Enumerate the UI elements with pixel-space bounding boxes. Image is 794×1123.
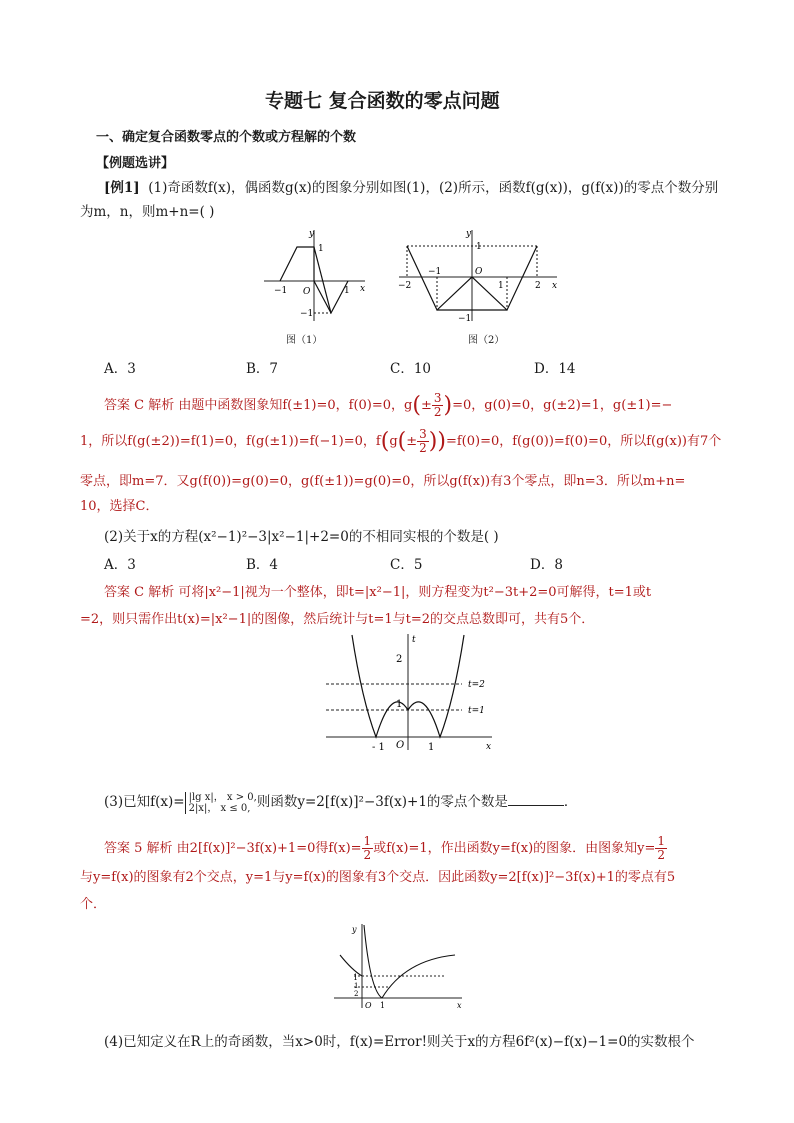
section-heading: 一、确定复合函数零点的个数或方程解的个数 bbox=[96, 130, 357, 145]
example3-question: (3)已知f(x)= |lg x|， x > 0, 2|x|， x ≤ 0, 则函数y=2[f(x)]²−3f(x)+1的零点个数是 ． bbox=[104, 791, 578, 814]
answer3-line2: 与y=f(x)的图象有2个交点，y=1与y=f(x)的图象有3个交点．因此函数y=2[f(x)]²−3f(x)+1的零点有5 bbox=[80, 870, 676, 885]
example-tag: [例1] bbox=[104, 180, 140, 196]
origin-label: O bbox=[365, 1001, 372, 1010]
figure1-graph bbox=[260, 226, 370, 326]
x-label: x bbox=[457, 1001, 462, 1010]
answer1-line3: 零点，即m=7．又g(f(0))=g(0)=0，g(f(±1))=g(0)=0，所以g(f(x))有3个零点，即n=3．所以m+n= bbox=[80, 474, 686, 489]
option-d: D．8 bbox=[530, 557, 563, 573]
tick-label: −1 bbox=[458, 314, 472, 324]
tick-label: 1 bbox=[396, 699, 403, 710]
option-b: B．4 bbox=[246, 557, 279, 573]
answer1-line2: 1，所以f(g(±2))=f(1)=0，f(g(±1))=f(−1)=0，f(g(± $\frac{3}{2}$ ))=f(0)=0，f(g(0))=f(0)=0，所以f(g(x))有7个 bbox=[80, 427, 722, 455]
answer1-line1: 答案 C 解析 由题中函数图象知f(±1)=0，f(0)=0，g(± $\frac{3}{2}$ )=0，g(0)=0，g(±2)=1，g(±1)=− bbox=[104, 391, 673, 419]
answer2-line2: =2，则只需作出t(x)=|x²−1|的图像，然后统计与t=1与t=2的交点总数即可，共有5个． bbox=[80, 612, 595, 627]
figure1-caption: 图（1） bbox=[286, 335, 323, 346]
answer2-line1: 答案 C 解析 可将|x²−1|视为一个整体，即t=|x²−1|，则方程变为t²−3t+2=0可解得，t=1或t bbox=[104, 585, 652, 600]
subheading: 【例题选讲】 bbox=[96, 156, 175, 171]
tick-label: −1 bbox=[428, 267, 442, 277]
x-label: x bbox=[552, 281, 558, 291]
y-label: y bbox=[352, 925, 357, 934]
tick-label: 1 bbox=[354, 982, 359, 990]
answer3-line1: 答案 5 解析 由2[f(x)]²−3f(x)+1=0得f(x)= $\frac{1}{2}$ 或f(x)=1，作出函数y=f(x)的图象．由图象知y= $\frac{1}{2}$ bbox=[104, 834, 666, 862]
x-label: x bbox=[486, 742, 492, 752]
page-title: 专题七 复合函数的零点问题 bbox=[265, 90, 500, 112]
line-label: t=2 bbox=[468, 680, 485, 690]
option-c: C．10 bbox=[390, 361, 432, 377]
option-b: B．7 bbox=[246, 361, 279, 377]
origin-label: O bbox=[396, 740, 405, 751]
origin-label: O bbox=[303, 287, 311, 297]
tick-label: −2 bbox=[398, 281, 412, 291]
tick-label: −1 bbox=[300, 309, 314, 319]
option-a: A．3 bbox=[104, 361, 136, 377]
example2-question: (2)关于x的方程(x²−1)²−3|x²−1|+2=0的不相同实根的个数是( ) bbox=[104, 529, 499, 545]
option-d: D．14 bbox=[534, 361, 576, 377]
answer3-line3: 个． bbox=[80, 897, 107, 912]
option-a: A．3 bbox=[104, 557, 136, 573]
f-curve-middle bbox=[314, 247, 331, 313]
figure2-caption: 图（2） bbox=[468, 335, 505, 346]
tick-label: 1 bbox=[476, 242, 482, 252]
f-left-branch bbox=[340, 955, 362, 976]
tick-label: 1 bbox=[353, 973, 359, 982]
example1-line2: 为m，n，则m+n=( ) bbox=[80, 204, 215, 220]
y-label: y bbox=[309, 229, 315, 239]
example1-line1 bbox=[104, 176, 718, 196]
example3-graph bbox=[330, 920, 465, 1010]
option-c: C．5 bbox=[390, 557, 423, 573]
line-label: t=1 bbox=[468, 706, 485, 716]
example1-text: (1)奇函数f(x)，偶函数g(x)的图象分别如图(1)，(2)所示，函数f(g(x))，g(f(x))的零点个数分别 bbox=[148, 180, 719, 196]
tick-label: 1 bbox=[428, 742, 435, 753]
tick-label: 2 bbox=[354, 990, 359, 998]
tick-label: 1 bbox=[344, 286, 350, 296]
origin-label: O bbox=[475, 267, 483, 277]
answer1-line4: 10，选择C． bbox=[80, 499, 159, 514]
figure2-graph bbox=[395, 226, 560, 326]
tick-label: 1 bbox=[318, 244, 324, 254]
y-label: y bbox=[466, 229, 472, 239]
t-label: t bbox=[412, 635, 416, 645]
tick-label: 2 bbox=[396, 654, 403, 665]
tick-label: 2 bbox=[535, 281, 541, 291]
answer-blank bbox=[508, 793, 564, 806]
x-label: x bbox=[360, 284, 366, 294]
tick-label: - 1 bbox=[372, 742, 385, 753]
tick-label: −1 bbox=[274, 286, 288, 296]
example2-graph bbox=[322, 630, 497, 755]
tick-label: 1 bbox=[380, 1001, 386, 1010]
example4-question: (4)已知定义在R上的奇函数，当x>0时，f(x)=Error!则关于x的方程6f²(x)−f(x)−1=0的实数根个 bbox=[104, 1034, 695, 1050]
tick-label: 1 bbox=[498, 281, 504, 291]
piecewise-cases: |lg x|， x > 0, 2|x|， x ≤ 0, bbox=[185, 792, 257, 814]
